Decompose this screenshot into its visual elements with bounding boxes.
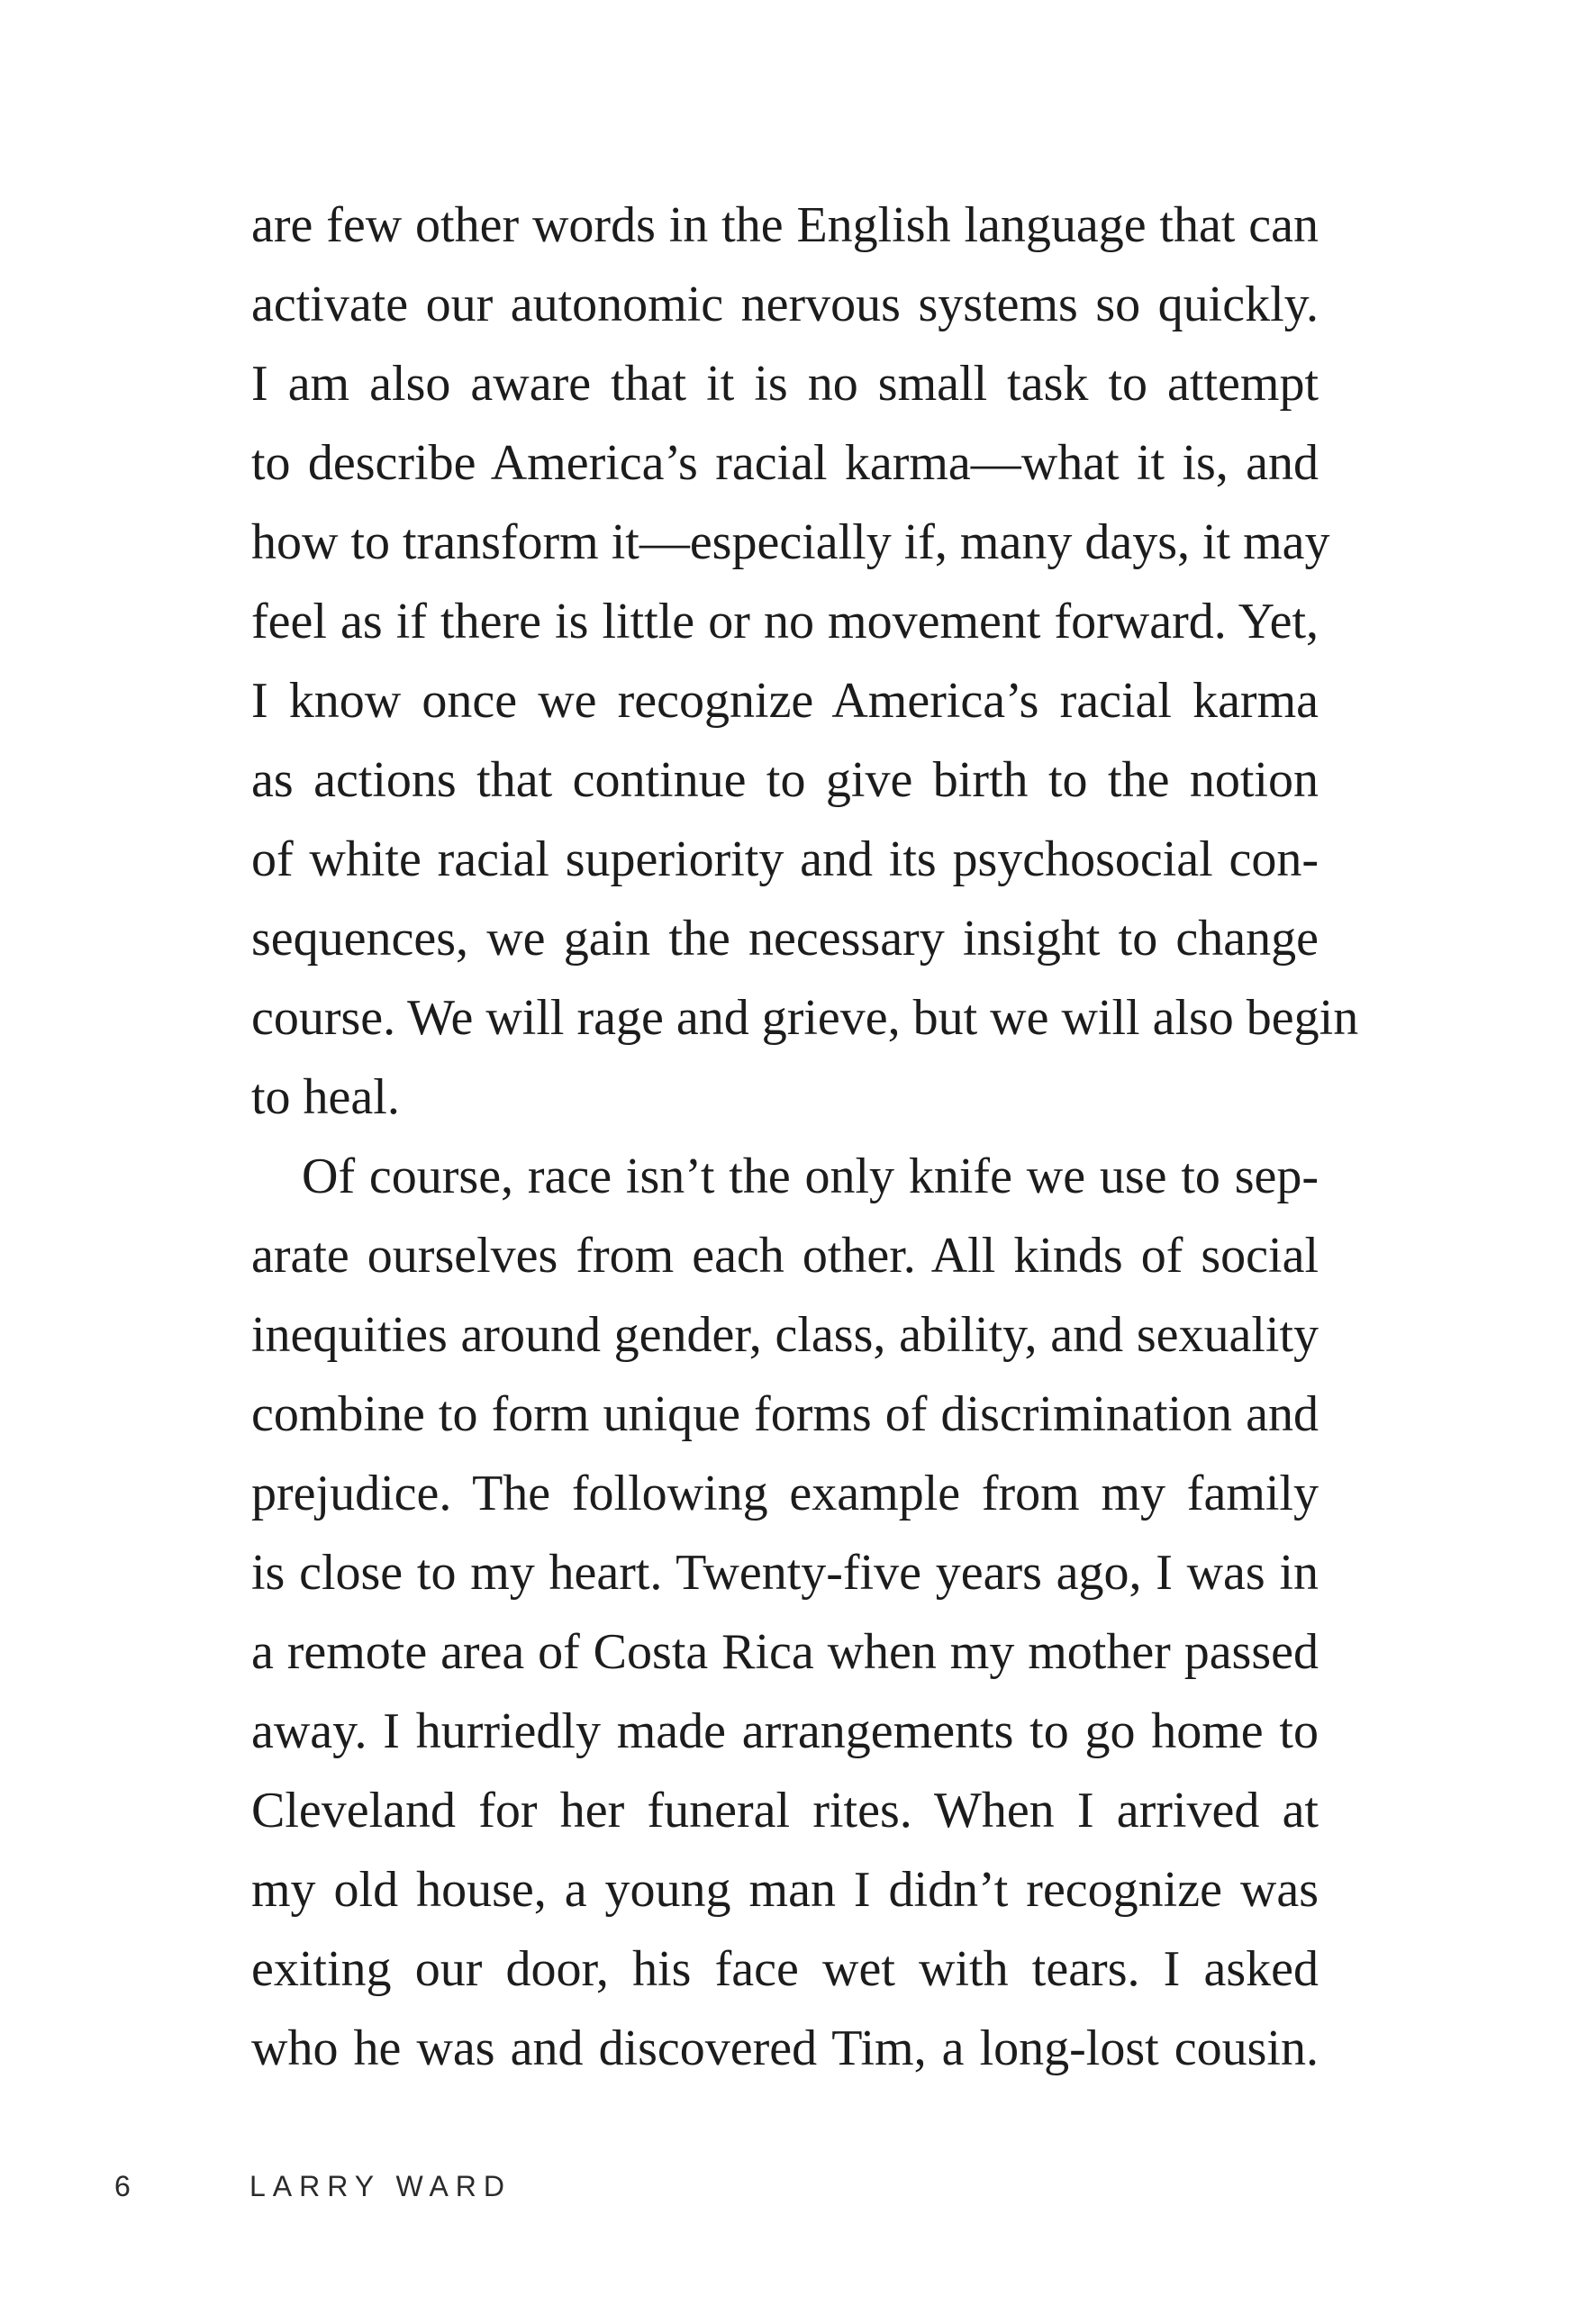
running-head-author: LARRY WARD (249, 2170, 512, 2202)
text-line: away. I hurriedly made arrangements to go home to (251, 1703, 1319, 1759)
text-line: are few other words in the English language that can (251, 197, 1319, 253)
text-line: prejudice. The following example from my family (251, 1466, 1319, 1521)
text-line: to heal. (251, 1069, 400, 1125)
text-line: activate our autonomic nervous systems so quickly. (251, 277, 1319, 332)
page-number: 6 (114, 2170, 131, 2202)
paragraph (251, 186, 1359, 1137)
text-line: exiting our door, his face wet with tears. I asked (251, 1941, 1319, 1997)
text-line: my old house, a young man I didn’t recognize was (251, 1862, 1319, 1918)
text-line: who he was and discovered Tim, a long-lost cousin. (251, 2020, 1319, 2076)
text-line: Cleveland for her funeral rites. When I arrived at (251, 1783, 1319, 1838)
text-line: I am also aware that it is no small task to attempt (251, 356, 1319, 412)
text-line: course. We will rage and grieve, but we will also begin (251, 990, 1359, 1046)
text-line: feel as if there is little or no movement forward. Yet, (251, 594, 1319, 649)
text-line: of white racial superiority and its psychosocial con- (251, 831, 1319, 887)
text-line: combine to form unique forms of discrimination and (251, 1386, 1319, 1442)
text-line: to describe America’s racial karma—what it is, and (251, 435, 1319, 491)
text-line: as actions that continue to give birth to the notion (251, 752, 1319, 808)
paragraph (251, 1137, 1319, 2088)
text-line: sequences, we gain the necessary insight to change (251, 911, 1319, 967)
text-line: Of course, race isn’t the only knife we use to sep- (302, 1148, 1319, 1204)
text-line: a remote area of Costa Rica when my mother passed (251, 1624, 1319, 1680)
text-line: inequities around gender, class, ability, and sexuality (251, 1307, 1319, 1363)
text-line: how to transform it—especially if, many days, it may (251, 514, 1330, 570)
text-line: arate ourselves from each other. All kinds of social (251, 1228, 1319, 1284)
body-text (251, 186, 1359, 2088)
text-line: is close to my heart. Twenty-five years ago, I was in (251, 1545, 1319, 1601)
text-line: I know once we recognize America’s racial karma (251, 673, 1319, 729)
page-footer (0, 2159, 1596, 2213)
